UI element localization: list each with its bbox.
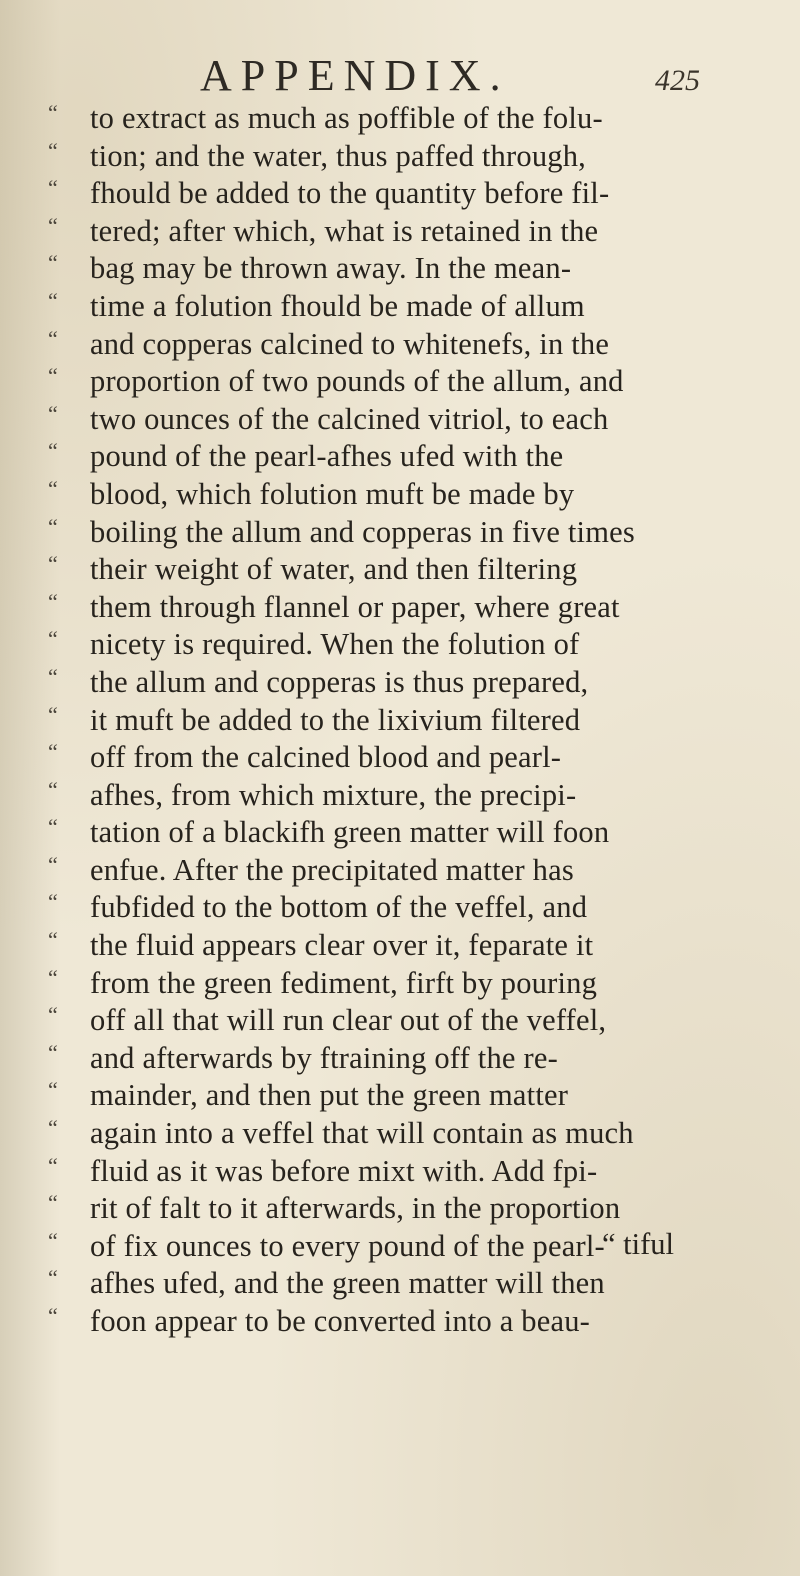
line-text: fluid as it was before mixt with. Add fpi- xyxy=(90,1153,598,1188)
text-line xyxy=(30,814,750,852)
text-line xyxy=(30,175,750,213)
margin-quote-mark: “ xyxy=(48,400,58,426)
text-line xyxy=(30,777,750,815)
margin-quote-mark: “ xyxy=(48,739,58,765)
text-line xyxy=(30,1265,750,1303)
text-line xyxy=(30,739,750,777)
line-text: the fluid appears clear over it, feparate it xyxy=(90,928,594,963)
margin-quote-mark: “ xyxy=(48,1077,58,1103)
margin-quote-mark: “ xyxy=(48,776,58,802)
line-text: nicety is required. When the folution of xyxy=(90,627,580,662)
margin-quote-mark: “ xyxy=(48,325,58,351)
line-text: and afterwards by ftraining off the re- xyxy=(90,1040,558,1075)
line-text: mainder, and then put the green matter xyxy=(90,1078,569,1113)
text-line xyxy=(30,326,750,364)
text-line xyxy=(30,1002,750,1040)
line-text: proportion of two pounds of the allum, and xyxy=(90,364,624,399)
margin-quote-mark: “ xyxy=(48,889,58,915)
text-line xyxy=(30,551,750,589)
line-text: pound of the pearl-afhes ufed with the xyxy=(90,439,564,474)
line-text: fhould be added to the quantity before fil- xyxy=(90,176,610,211)
margin-quote-mark: “ xyxy=(48,175,58,201)
line-text: again into a veffel that will contain as much xyxy=(90,1116,634,1151)
line-text: bag may be thrown away. In the mean- xyxy=(90,251,572,286)
text-line xyxy=(30,213,750,251)
text-line xyxy=(30,852,750,890)
text-line xyxy=(30,702,750,740)
line-text: tion; and the water, thus paffed through, xyxy=(90,138,586,173)
line-text: two ounces of the calcined vitriol, to each xyxy=(90,401,609,436)
margin-quote-mark: “ xyxy=(48,513,58,539)
margin-quote-mark: “ xyxy=(48,814,58,840)
line-text: enfue. After the precipitated matter has xyxy=(90,852,574,887)
body-text xyxy=(30,100,750,1341)
margin-quote-mark: “ xyxy=(48,1039,58,1065)
text-line xyxy=(30,438,750,476)
margin-quote-mark: “ xyxy=(48,363,58,389)
margin-quote-mark: “ xyxy=(48,551,58,577)
line-text: tation of a blackifh green matter will foon xyxy=(90,815,610,850)
text-line xyxy=(30,401,750,439)
text-line xyxy=(30,138,750,176)
text-line xyxy=(30,100,750,138)
text-line xyxy=(30,1115,750,1153)
margin-quote-mark: “ xyxy=(48,137,58,163)
line-text: afhes, from which mixture, the precipi- xyxy=(90,777,577,812)
margin-quote-mark: “ xyxy=(48,1227,58,1253)
line-text: off all that will run clear out of the veffel, xyxy=(90,1003,607,1038)
margin-quote-mark: “ xyxy=(48,701,58,727)
margin-quote-mark: “ xyxy=(48,588,58,614)
text-line xyxy=(30,1153,750,1191)
line-text: off from the calcined blood and pearl- xyxy=(90,740,562,775)
margin-quote-mark: “ xyxy=(48,964,58,990)
line-text: foon appear to be converted into a beau- xyxy=(90,1304,591,1338)
text-line xyxy=(30,1040,750,1078)
text-line xyxy=(30,1077,750,1115)
margin-quote-mark: “ xyxy=(48,1152,58,1178)
text-line xyxy=(30,889,750,927)
line-text: rit of falt to it afterwards, in the proportion xyxy=(90,1191,621,1226)
margin-quote-mark: “ xyxy=(48,1115,58,1141)
line-text: and copperas calcined to whitenefs, in the xyxy=(90,326,610,361)
margin-quote-mark: “ xyxy=(48,250,58,276)
line-text: of fix ounces to every pound of the pearl- xyxy=(90,1228,605,1263)
margin-quote-mark: “ xyxy=(48,1002,58,1028)
margin-quote-mark: “ xyxy=(48,851,58,877)
margin-quote-mark: “ xyxy=(48,1265,58,1291)
text-line xyxy=(30,1190,750,1228)
page-number: 425 xyxy=(655,64,700,97)
text-line xyxy=(30,476,750,514)
line-text: the allum and copperas is thus prepared, xyxy=(90,664,589,699)
line-text: time a folution fhould be made of allum xyxy=(90,288,585,323)
margin-quote-mark: “ xyxy=(48,287,58,313)
line-text: from the green fediment, firft by pouring xyxy=(90,965,598,1000)
text-line xyxy=(30,626,750,664)
margin-quote-mark: “ xyxy=(48,927,58,953)
margin-quote-mark: “ xyxy=(48,663,58,689)
margin-quote-mark: “ xyxy=(48,100,58,125)
margin-quote-mark: “ xyxy=(48,475,58,501)
text-line xyxy=(30,965,750,1003)
line-text: to extract as much as poffible of the folu- xyxy=(90,101,603,135)
line-text: it muft be added to the lixivium filtered xyxy=(90,702,581,737)
text-line xyxy=(30,363,750,401)
text-line xyxy=(30,250,750,288)
text-line xyxy=(30,514,750,552)
line-text: fubfided to the bottom of the veffel, and xyxy=(90,890,588,925)
line-text: afhes ufed, and the green matter will then xyxy=(90,1266,605,1301)
line-text: their weight of water, and then filtering xyxy=(90,552,578,587)
catchword: “ tiful xyxy=(602,1227,674,1261)
text-line xyxy=(30,1303,750,1341)
line-text: tered; after which, what is retained in the xyxy=(90,213,599,248)
text-line xyxy=(30,664,750,702)
line-text: boiling the allum and copperas in five times xyxy=(90,514,635,549)
margin-quote-mark: “ xyxy=(48,1190,58,1216)
line-text: them through flannel or paper, where great xyxy=(90,589,620,624)
running-head: APPENDIX. xyxy=(200,51,510,100)
text-line xyxy=(30,589,750,627)
margin-quote-mark: “ xyxy=(48,212,58,238)
line-text: blood, which folution muft be made by xyxy=(90,476,575,511)
margin-quote-mark: “ xyxy=(48,1303,58,1328)
text-line xyxy=(30,927,750,965)
margin-quote-mark: “ xyxy=(48,626,58,652)
margin-quote-mark: “ xyxy=(48,438,58,464)
text-line xyxy=(30,288,750,326)
